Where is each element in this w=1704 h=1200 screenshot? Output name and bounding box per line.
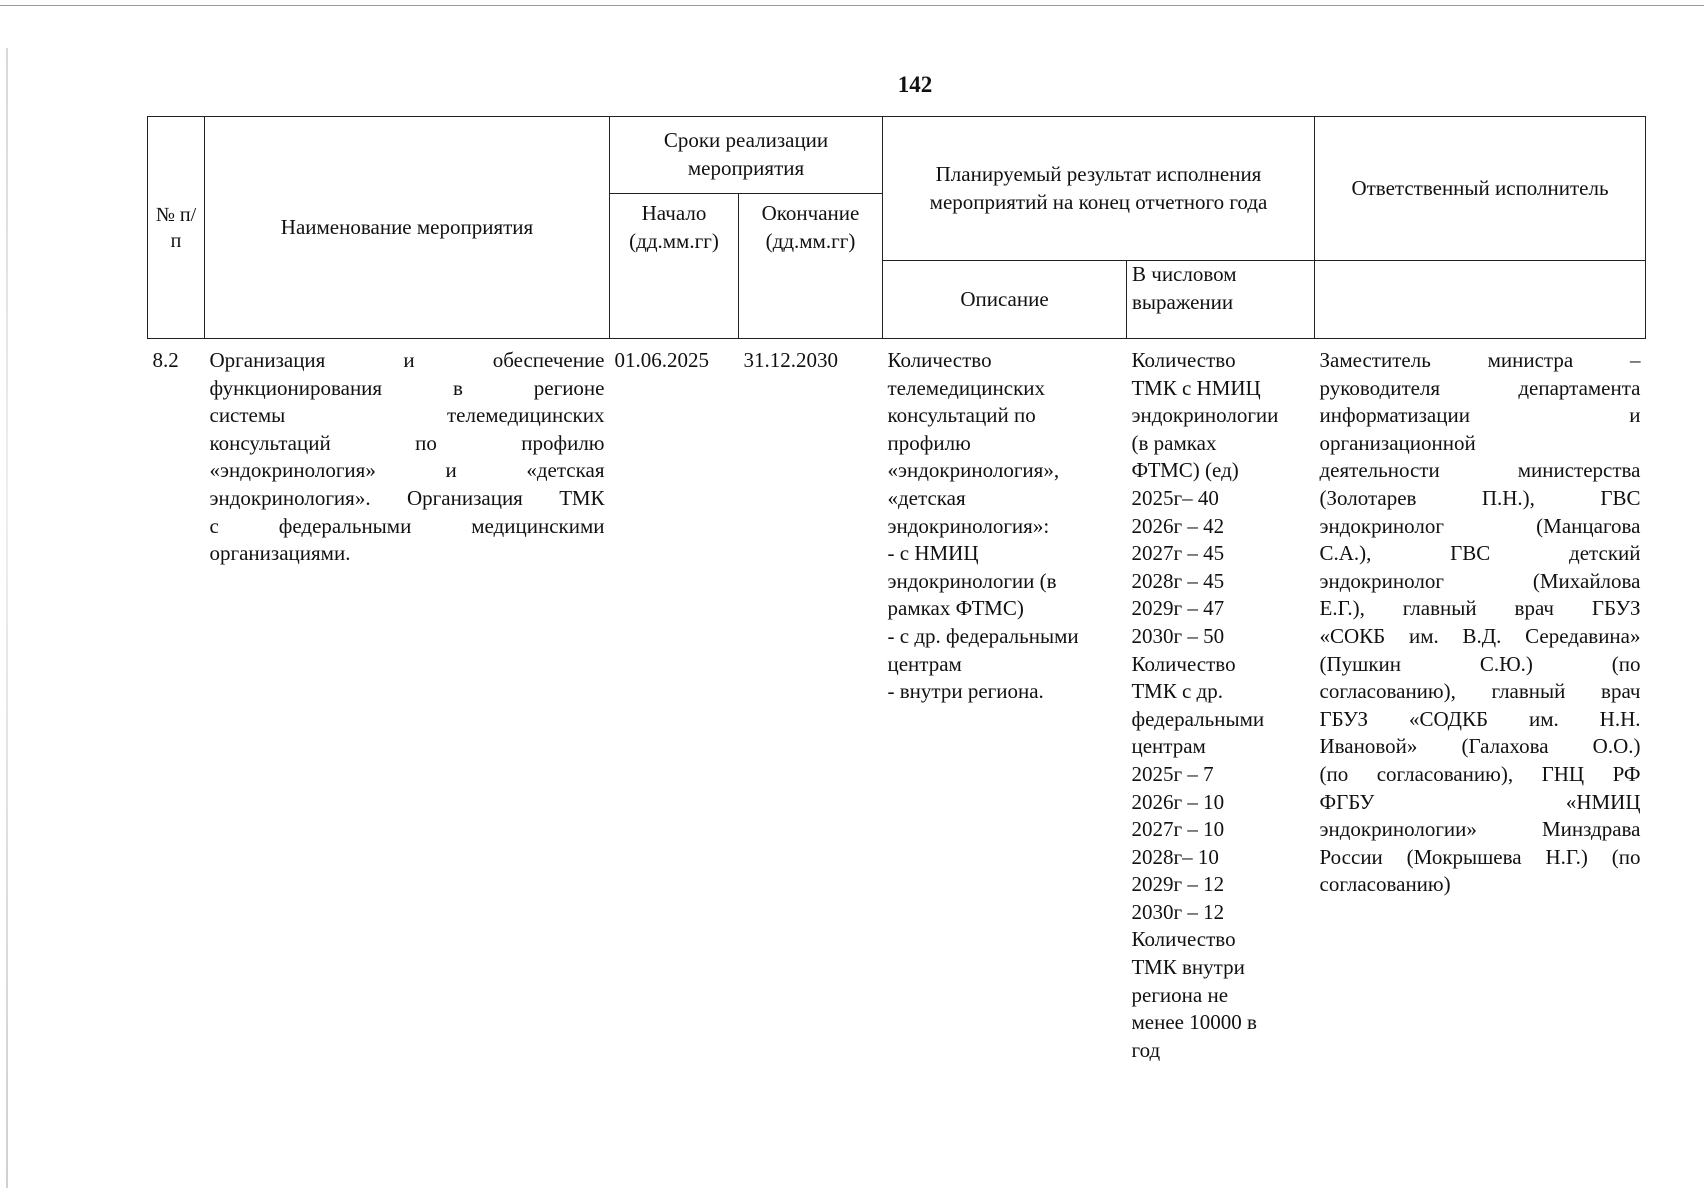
header-start: Начало (дд.мм.гг) (610, 194, 739, 339)
table-row (148, 339, 1646, 1065)
scan-edge-mark (6, 48, 8, 1188)
top-border-line (0, 5, 1704, 6)
row-responsible: Заместитель министра – руководителя департамента информатизации и организационной деятельности министерства (Золотарев П.Н.), ГВС эндокринолог (Манцагова С.А.), ГВС детский эндокринолог (Михайлова Е.Г.), главный врач ГБУЗ «СОКБ им. В.Д. Середавина» (Пушкин С.Ю.) (по согласованию), главный врач ГБУЗ «СОДКБ им. Н.Н. Ивановой» (Галахова О.О.) (по согласованию), ГНЦ РФ ФГБУ «НМИЦ эндокринологии» Минздрава России (Мокрышева Н.Г.) (по согласованию) (1319, 348, 1641, 897)
row-end-date: 31.12.2030 (743, 348, 838, 372)
header-end: Окончание (дд.мм.гг) (739, 194, 883, 339)
table-header (148, 117, 1646, 339)
header-name: Наименование мероприятия (205, 117, 610, 339)
row-name: Организация и обеспечение функционирования в регионе системы телемедицинских консультаций по профилю «эндокринология» и «детская эндокринология». Организация ТМК с федеральными медицинскими организациями. (209, 348, 605, 566)
row-start-date: 01.06.2025 (614, 348, 709, 372)
row-description: Количество телемедицинских консультаций по профилю «эндокринология», «детская эндокринология»: - с НМИЦ эндокринологии (в рамках ФТМС) - с др. федеральными центрам - внутри региона. (887, 348, 1079, 704)
row-numeric: Количество ТМК с НМИЦ эндокринологии (в рамках ФТМС) (ед) 2025г– 40 2026г – 42 2027г – 45 2028г – 45 2029г – 47 2030г – 50 Количество ТМК с др. федеральными центрам 2025г – 7 2026г – 10 2027г – 10 2028г– 10 2029г – 12 2030г – 12 Количество ТМК внутри региона не менее 10000 в год (1131, 348, 1279, 1062)
row-number: 8.2 (152, 348, 179, 372)
header-responsible: Ответственный исполнитель (1315, 117, 1646, 261)
header-description: Описание (883, 261, 1127, 339)
header-responsible-blank (1315, 261, 1646, 339)
header-dates-group: Сроки реализации мероприятия (610, 117, 883, 194)
header-numeric: В числовом выражении (1127, 261, 1315, 339)
header-result-group: Планируемый результат исполнения мероприятий на конец отчетного года (883, 117, 1315, 261)
plan-table (147, 116, 1646, 1064)
header-num: № п/п (148, 117, 205, 339)
page-number: 142 (897, 72, 933, 97)
